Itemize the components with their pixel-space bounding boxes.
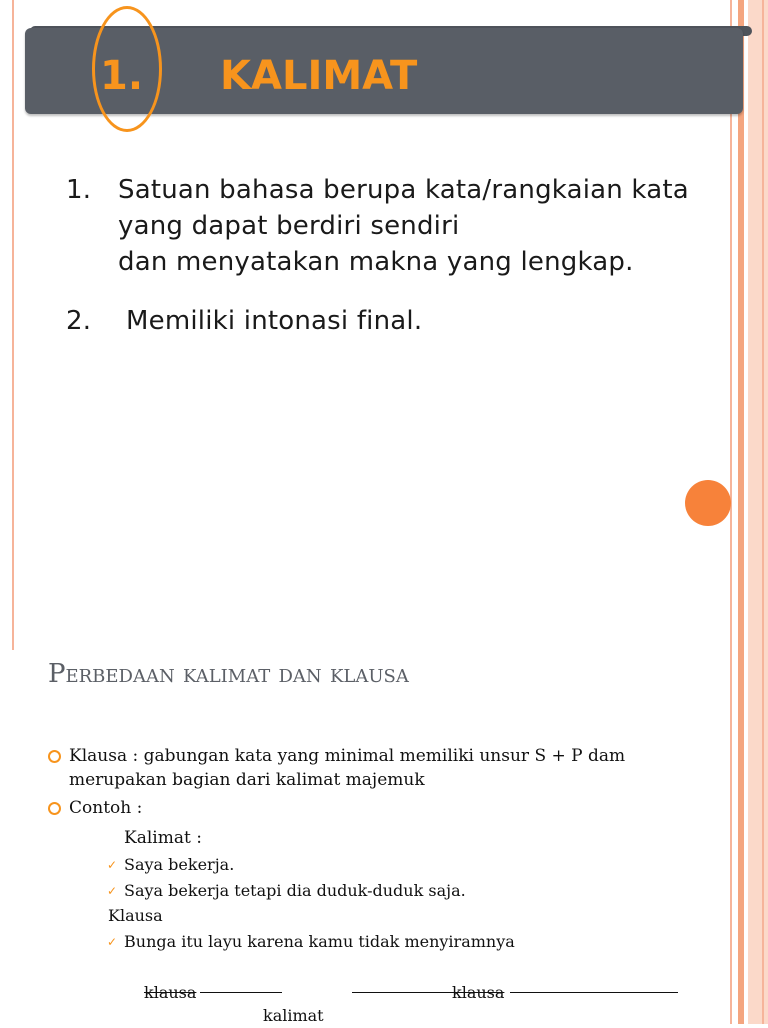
diagram-right-line [510,992,678,993]
diagram-left-label: klausa [144,983,197,1002]
point-number: 2. [66,306,92,336]
kalimat-label: Kalimat : [124,828,202,848]
right-stripe [748,0,768,1024]
diagram-left-line [200,992,282,993]
circle-bullet-icon [48,750,61,763]
check-icon: ✓ [107,858,118,872]
decorative-dot [685,480,731,526]
point-line: yang dapat berdiri sendiri [118,211,460,241]
right-stripe [738,0,744,1024]
point-text [118,172,689,280]
example-item: Bunga itu layu karena kamu tidak menyiramnya [124,932,515,951]
point-number: 1. [66,175,92,205]
bullet-line: merupakan bagian dari kalimat majemuk [69,770,425,790]
point-line: Memiliki intonasi final. [126,306,423,336]
bullet-item [48,796,348,822]
point-item [66,172,726,292]
section-title: Perbedaan kalimat dan klausa [48,659,409,689]
diagram-bottom-label: kalimat [263,1006,324,1025]
bullet-text: Contoh : [69,798,143,818]
diagram-right-line [352,992,452,993]
point-item [66,303,726,343]
right-stripe [730,0,732,1024]
klausa-label: Klausa [108,906,163,925]
check-icon: ✓ [107,935,118,949]
bullet-line: Klausa : gabungan kata yang minimal memiliki unsur S + P dam [69,746,626,766]
example-item: Saya bekerja tetapi dia duduk-duduk saja. [124,881,466,900]
example-item: Saya bekerja. [124,855,235,874]
bullet-item [48,744,728,794]
point-line: Satuan bahasa berupa kata/rangkaian kata [118,175,689,205]
circle-bullet-icon [48,802,61,815]
slide-title: KALIMAT [220,53,418,99]
check-icon: ✓ [107,884,118,898]
point-line: dan menyatakan makna yang lengkap. [118,247,634,277]
diagram-right-label: klausa [452,983,505,1002]
slide-number: 1. [100,53,144,99]
right-stripe [762,0,764,1024]
left-border-line [12,0,14,650]
point-text [126,303,422,339]
bullet-text [69,744,625,792]
